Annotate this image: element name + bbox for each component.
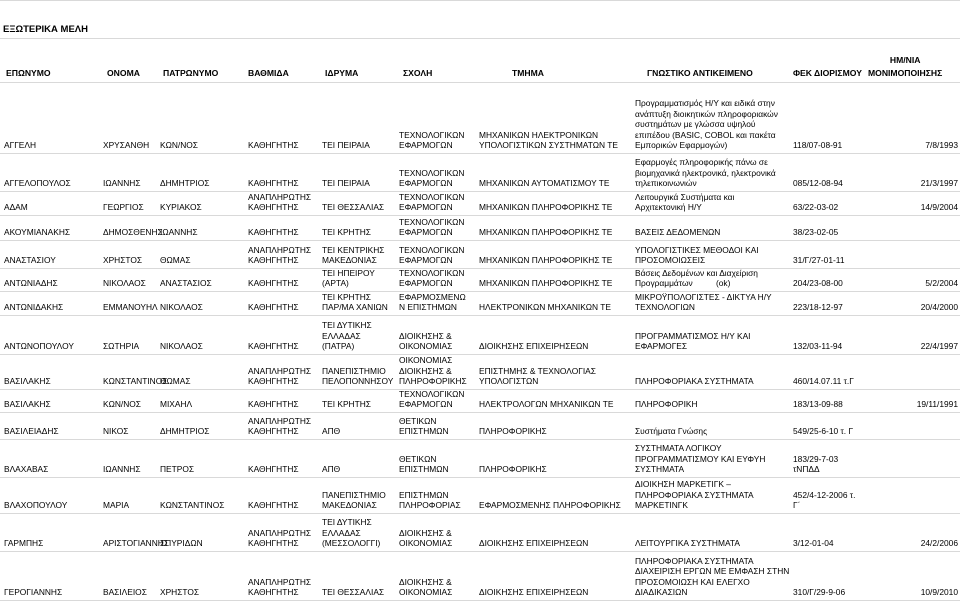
cell-school[interactable]: ΤΕΧΝΟΛΟΓΙΚΩΝ ΕΦΑΡΜΟΓΩΝ: [399, 216, 465, 238]
cell-department[interactable]: ΗΛΕΚΤΡΟΝΙΚΩΝ ΜΗΧΑΝΙΚΩΝ ΤΕ: [479, 302, 611, 313]
cell-surname[interactable]: ΑΓΓΕΛΗ: [4, 140, 37, 151]
sheet-title: ΕΞΩΤΕΡΙΚΑ ΜΕΛΗ: [3, 24, 88, 35]
cell-surname[interactable]: ΑΓΓΕΛΟΠΟΥΛΟΣ: [4, 178, 71, 189]
cell-institution[interactable]: ΑΠΘ: [322, 464, 341, 475]
cell-field[interactable]: Εφαρμογές πληροφορικής πάνω σε βιομηχανικά ηλεκτρονικά, ηλεκτρονικά τηλεπικοινωνιών: [635, 157, 776, 189]
cell-date[interactable]: 19/11/1991: [916, 399, 958, 410]
cell-department[interactable]: ΜΗΧΑΝΙΚΩΝ ΠΛΗΡΟΦΟΡΙΚΗΣ ΤΕ: [479, 227, 613, 238]
cell-rank[interactable]: ΑΝΑΠΛΗΡΩΤΗΣ ΚΑΘΗΓΗΤΗΣ: [248, 365, 312, 387]
cell-fek[interactable]: 204/23-08-00: [793, 278, 843, 289]
cell-institution[interactable]: ΠΑΝΕΠΙΣΤΗΜΙΟ ΜΑΚΕΔΟΝΙΑΣ: [322, 489, 386, 511]
cell-department[interactable]: ΜΗΧΑΝΙΚΩΝ ΠΛΗΡΟΦΟΡΙΚΗΣ ΤΕ: [479, 202, 613, 213]
cell-institution[interactable]: ΠΑΝΕΠΙΣΤΗΜΙΟ ΠΕΛΟΠΟΝΝΗΣΟΥ: [322, 365, 394, 387]
cell-date[interactable]: 14/9/2004: [920, 202, 958, 213]
cell-name[interactable]: ΜΑΡΙΑ: [103, 500, 130, 511]
cell-fek[interactable]: 085/12-08-94: [793, 178, 843, 189]
header-surname[interactable]: ΕΠΩΝΥΜΟ: [6, 68, 51, 78]
cell-department[interactable]: ΜΗΧΑΝΙΚΩΝ ΗΛΕΚΤΡΟΝΙΚΩΝ ΥΠΟΛΟΓΙΣΤΙΚΩΝ ΣΥΣΤΗΜΑΤΩΝ ΤΕ: [479, 129, 618, 151]
cell-fek[interactable]: 452/4-12-2006 τ. Γ΄: [793, 489, 856, 511]
cell-rank[interactable]: ΑΝΑΠΛΗΡΩΤΗΣ ΚΑΘΗΓΗΤΗΣ: [248, 191, 312, 213]
cell-name[interactable]: ΝΙΚΟΛΑΟΣ: [103, 278, 146, 289]
header-rank[interactable]: ΒΑΘΜΙΔΑ: [248, 68, 289, 78]
cell-fek[interactable]: 38/23-02-05: [793, 227, 839, 238]
cell-father[interactable]: ΙΩΑΝΝΗΣ: [160, 227, 198, 238]
column-header-row: [0, 46, 960, 82]
cell-surname[interactable]: ΒΛΑΧΑΒΑΣ: [4, 464, 49, 475]
cell-name[interactable]: ΚΩΝ/ΝΟΣ: [103, 399, 141, 410]
cell-rank[interactable]: ΚΑΘΗΓΗΤΗΣ: [248, 178, 299, 189]
cell-surname[interactable]: ΑΔΑΜ: [4, 202, 28, 213]
cell-fek[interactable]: 223/18-12-97: [793, 302, 843, 313]
cell-department[interactable]: ΜΗΧΑΝΙΚΩΝ ΑΥΤΟΜΑΤΙΣΜΟΥ ΤΕ: [479, 178, 610, 189]
cell-school[interactable]: ΤΕΧΝΟΛΟΓΙΚΩΝ ΕΦΑΡΜΟΓΩΝ: [399, 244, 465, 266]
cell-fek[interactable]: 460/14.07.11 τ.Γ: [793, 376, 854, 387]
cell-surname[interactable]: ΒΑΣΙΛΑΚΗΣ: [4, 376, 51, 387]
cell-institution[interactable]: ΤΕΙ ΔΥΤΙΚΗΣ ΕΛΛΑΔΑΣ (ΜΕΣΣΟΛΟΓΓΙ): [322, 517, 381, 549]
cell-date[interactable]: 22/4/1997: [920, 341, 958, 352]
cell-rank[interactable]: ΑΝΑΠΛΗΡΩΤΗΣ ΚΑΘΗΓΗΤΗΣ: [248, 415, 312, 437]
cell-father[interactable]: ΔΗΜΗΤΡΙΟΣ: [160, 426, 210, 437]
cell-surname[interactable]: ΑΝΑΣΤΑΣΙΟΥ: [4, 255, 56, 266]
cell-department[interactable]: ΕΦΑΡΜΟΣΜΕΝΗΣ ΠΛΗΡΟΦΟΡΙΚΗΣ: [479, 500, 621, 511]
cell-date[interactable]: 5/2/2004: [925, 278, 958, 289]
cell-name[interactable]: ΙΩΑΝΝΗΣ: [103, 464, 141, 475]
header-department[interactable]: ΤΜΗΜΑ: [512, 68, 544, 78]
cell-school[interactable]: ΤΕΧΝΟΛΟΓΙΚΩΝ ΕΦΑΡΜΟΓΩΝ: [399, 267, 465, 289]
cell-field[interactable]: Λειτουργικά Συστήματα και Αρχιτεκτονική Η/Υ: [635, 191, 735, 213]
cell-rank[interactable]: ΚΑΘΗΓΗΤΗΣ: [248, 140, 299, 151]
cell-field[interactable]: ΠΛΗΡΟΦΟΡΙΚΗ: [635, 399, 698, 410]
cell-father[interactable]: ΑΝΑΣΤΑΣΙΟΣ: [160, 278, 212, 289]
cell-father[interactable]: ΣΠΥΡΙΔΩΝ: [160, 538, 203, 549]
cell-father[interactable]: ΧΡΗΣΤΟΣ: [160, 587, 200, 598]
cell-field[interactable]: ΛΕΙΤΟΥΡΓΙΚΑ ΣΥΣΤΗΜΑΤΑ: [635, 538, 740, 549]
cell-rank[interactable]: ΑΝΑΠΛΗΡΩΤΗΣ ΚΑΘΗΓΗΤΗΣ: [248, 576, 312, 598]
cell-father[interactable]: ΝΙΚΟΛΑΟΣ: [160, 341, 203, 352]
header-father[interactable]: ΠΑΤΡΩΝΥΜΟ: [163, 68, 219, 78]
header-fek[interactable]: ΦΕΚ ΔΙΟΡΙΣΜΟΥ: [793, 68, 862, 78]
cell-father[interactable]: ΘΩΜΑΣ: [160, 255, 191, 266]
cell-institution[interactable]: ΤΕΙ ΔΥΤΙΚΗΣ ΕΛΛΑΔΑΣ (ΠΑΤΡΑ): [322, 320, 372, 352]
cell-fek[interactable]: 31/Γ/27-01-11: [793, 255, 845, 266]
cell-institution[interactable]: ΤΕΙ ΠΕΙΡΑΙΑ: [322, 140, 370, 151]
cell-rank[interactable]: ΚΑΘΗΓΗΤΗΣ: [248, 227, 299, 238]
cell-name[interactable]: ΧΡΗΣΤΟΣ: [103, 255, 143, 266]
cell-name[interactable]: ΝΙΚΟΣ: [103, 426, 129, 437]
cell-date[interactable]: 21/3/1997: [920, 178, 958, 189]
cell-school[interactable]: ΟΙΚΟΝΟΜΙΑΣ ΔΙΟΙΚΗΣΗΣ & ΠΛΗΡΟΦΟΡΙΚΗΣ: [399, 355, 467, 387]
cell-school[interactable]: ΤΕΧΝΟΛΟΓΙΚΩΝ ΕΦΑΡΜΟΓΩΝ: [399, 129, 465, 151]
cell-father[interactable]: ΚΥΡΙΑΚΟΣ: [160, 202, 202, 213]
cell-institution[interactable]: ΤΕΙ ΗΠΕΙΡΟΥ (ΑΡΤΑ): [322, 267, 375, 289]
cell-name[interactable]: ΕΜΜΑΝΟΥΗΛ: [103, 302, 158, 313]
cell-fek[interactable]: 549/25-6-10 τ. Γ: [793, 426, 854, 437]
cell-father[interactable]: ΝΙΚΟΛΑΟΣ: [160, 302, 203, 313]
cell-fek[interactable]: 310/Γ/29-9-06: [793, 587, 846, 598]
cell-school[interactable]: ΤΕΧΝΟΛΟΓΙΚΩΝ ΕΦΑΡΜΟΓΩΝ: [399, 388, 465, 410]
cell-department[interactable]: ΔΙΟΙΚΗΣΗΣ ΕΠΙΧΕΙΡΗΣΕΩΝ: [479, 341, 589, 352]
cell-department[interactable]: ΕΠΙΣΤΗΜΗΣ & ΤΕΧΝΟΛΟΓΙΑΣ ΥΠΟΛΟΓΙΣΤΩΝ: [479, 365, 596, 387]
cell-father[interactable]: ΠΕΤΡΟΣ: [160, 464, 195, 475]
cell-field[interactable]: ΥΠΟΛΟΓΙΣΤΙΚΕΣ ΜΕΘΟΔΟΙ ΚΑΙ ΠΡΟΣΟΜΟΙΩΣΕΙΣ: [635, 244, 759, 266]
cell-rank[interactable]: ΚΑΘΗΓΗΤΗΣ: [248, 500, 299, 511]
cell-department[interactable]: ΗΛΕΚΤΡΟΛΟΓΩΝ ΜΗΧΑΝΙΚΩΝ ΤΕ: [479, 399, 614, 410]
cell-surname[interactable]: ΒΑΣΙΛΑΚΗΣ: [4, 399, 51, 410]
cell-date[interactable]: 7/8/1993: [925, 140, 958, 151]
cell-fek[interactable]: 3/12-01-04: [793, 538, 834, 549]
cell-date[interactable]: 24/2/2006: [920, 538, 958, 549]
cell-fek[interactable]: 118/07-08-91: [793, 140, 843, 151]
cell-surname[interactable]: ΑΝΤΩΝΙΔΑΚΗΣ: [4, 302, 64, 313]
cell-surname[interactable]: ΒΑΣΙΛΕΙΑΔΗΣ: [4, 426, 59, 437]
cell-institution[interactable]: ΤΕΙ ΚΕΝΤΡΙΚΗΣ ΜΑΚΕΔΟΝΙΑΣ: [322, 244, 385, 266]
cell-institution[interactable]: ΤΕΙ ΠΕΙΡΑΙΑ: [322, 178, 370, 189]
cell-institution[interactable]: ΤΕΙ ΘΕΣΣΑΛΙΑΣ: [322, 202, 385, 213]
cell-department[interactable]: ΠΛΗΡΟΦΟΡΙΚΗΣ: [479, 464, 547, 475]
cell-date[interactable]: 10/9/2010: [920, 587, 958, 598]
cell-surname[interactable]: ΓΕΡΟΓΙΑΝΝΗΣ: [4, 587, 63, 598]
cell-rank[interactable]: ΚΑΘΗΓΗΤΗΣ: [248, 341, 299, 352]
cell-school[interactable]: ΤΕΧΝΟΛΟΓΙΚΩΝ ΕΦΑΡΜΟΓΩΝ: [399, 167, 465, 189]
cell-father[interactable]: ΜΙΧΑΗΛ: [160, 399, 193, 410]
cell-field[interactable]: ΠΛΗΡΟΦΟΡΙΑΚΑ ΣΥΣΤΗΜΑΤΑ: [635, 376, 754, 387]
cell-surname[interactable]: ΑΚΟΥΜΙΑΝΑΚΗΣ: [4, 227, 71, 238]
cell-name[interactable]: ΙΩΑΝΝΗΣ: [103, 178, 141, 189]
cell-department[interactable]: ΠΛΗΡΟΦΟΡΙΚΗΣ: [479, 426, 547, 437]
cell-rank[interactable]: ΑΝΑΠΛΗΡΩΤΗΣ ΚΑΘΗΓΗΤΗΣ: [248, 244, 312, 266]
cell-father[interactable]: ΚΩΝΣΤΑΝΤΙΝΟΣ: [160, 500, 225, 511]
cell-department[interactable]: ΔΙΟΙΚΗΣΗΣ ΕΠΙΧΕΙΡΗΣΕΩΝ: [479, 587, 589, 598]
cell-field[interactable]: ΠΡΟΓΡΑΜΜΑΤΙΣΜΟΣ Η/Υ ΚΑΙ ΕΦΑΡΜΟΓΕΣ: [635, 330, 751, 352]
cell-fek[interactable]: 183/13-09-88: [793, 399, 843, 410]
header-field[interactable]: ΓΝΩΣΤΙΚΟ ΑΝΤΙΚΕΙΜΕΝΟ: [647, 68, 753, 78]
cell-surname[interactable]: ΑΝΤΩΝΙΑΔΗΣ: [4, 278, 58, 289]
cell-rank[interactable]: ΚΑΘΗΓΗΤΗΣ: [248, 302, 299, 313]
cell-name[interactable]: ΑΡΙΣΤΟΓΙΑΝΝΗΣ: [103, 538, 170, 549]
cell-institution[interactable]: ΤΕΙ ΚΡΗΤΗΣ: [322, 227, 371, 238]
header-date[interactable]: ΗΜ/ΝΙΑ ΜΟΝΙΜΟΠΟΙΗΣΗΣ: [868, 55, 943, 78]
cell-school[interactable]: ΕΦΑΡΜΟΣΜΕΝΩ Ν ΕΠΙΣΤΗΜΩΝ: [399, 291, 466, 313]
cell-fek[interactable]: 63/22-03-02: [793, 202, 839, 213]
cell-surname[interactable]: ΓΑΡΜΠΗΣ: [4, 538, 44, 549]
cell-name[interactable]: ΓΕΩΡΓΙΟΣ: [103, 202, 144, 213]
cell-name[interactable]: ΔΗΜΟΣΘΕΝΗΣ: [103, 227, 163, 238]
cell-school[interactable]: ΤΕΧΝΟΛΟΓΙΚΩΝ ΕΦΑΡΜΟΓΩΝ: [399, 191, 465, 213]
cell-surname[interactable]: ΒΛΑΧΟΠΟΥΛΟΥ: [4, 500, 68, 511]
cell-field[interactable]: ΜΙΚΡΟΫΠΟΛΟΓΙΣΤΕΣ - ΔΙΚΤΥΑ Η/Υ ΤΕΧΝΟΛΟΓΙΩΝ: [635, 291, 772, 313]
cell-field[interactable]: Προγραμματισμός Η/Υ και ειδικά στην ανάπτυξη διοικητικών πληροφοριακών συστημάτων με γλώσσα υψηλού επιπέδου (BASIC, COBOL και πακέτα Εμπορικών Εφαρμογών): [635, 98, 778, 151]
cell-department[interactable]: ΔΙΟΙΚΗΣΗΣ ΕΠΙΧΕΙΡΗΣΕΩΝ: [479, 538, 589, 549]
cell-school[interactable]: ΕΠΙΣΤΗΜΩΝ ΠΛΗΡΟΦΟΡΙΑΣ: [399, 489, 461, 511]
cell-field[interactable]: Βάσεις Δεδομένων και Διαχείριση Προγραμμάτων (ok): [635, 267, 758, 289]
cell-rank[interactable]: ΚΑΘΗΓΗΤΗΣ: [248, 278, 299, 289]
cell-field[interactable]: ΔΙΟΙΚΗΣΗ ΜΑΡΚΕΤΙΓΚ – ΠΛΗΡΟΦΟΡΙΑΚΑ ΣΥΣΤΗΜΑΤΑ ΜΑΡΚΕΤΙΝΓΚ: [635, 479, 754, 511]
cell-father[interactable]: ΚΩΝ/ΝΟΣ: [160, 140, 198, 151]
cell-rank[interactable]: ΑΝΑΠΛΗΡΩΤΗΣ ΚΑΘΗΓΗΤΗΣ: [248, 527, 312, 549]
cell-name[interactable]: ΣΩΤΗΡΙΑ: [103, 341, 140, 352]
cell-father[interactable]: ΘΩΜΑΣ: [160, 376, 191, 387]
cell-name[interactable]: ΚΩΝΣΤΑΝΤΙΝΟΣ: [103, 376, 168, 387]
cell-school[interactable]: ΔΙΟΙΚΗΣΗΣ & ΟΙΚΟΝΟΜΙΑΣ: [399, 576, 453, 598]
cell-field[interactable]: ΒΑΣΕΙΣ ΔΕΔΟΜΕΝΩΝ: [635, 227, 721, 238]
cell-school[interactable]: ΔΙΟΙΚΗΣΗΣ & ΟΙΚΟΝΟΜΙΑΣ: [399, 527, 453, 549]
cell-school[interactable]: ΔΙΟΙΚΗΣΗΣ & ΟΙΚΟΝΟΜΙΑΣ: [399, 330, 453, 352]
cell-institution[interactable]: ΑΠΘ: [322, 426, 341, 437]
cell-institution[interactable]: ΤΕΙ ΘΕΣΣΑΛΙΑΣ: [322, 587, 385, 598]
cell-date[interactable]: 20/4/2000: [920, 302, 958, 313]
header-name[interactable]: ΟΝΟΜΑ: [107, 68, 140, 78]
cell-fek[interactable]: 132/03-11-94: [793, 341, 843, 352]
cell-father[interactable]: ΔΗΜΗΤΡΙΟΣ: [160, 178, 210, 189]
cell-school[interactable]: ΘΕΤΙΚΩΝ ΕΠΙΣΤΗΜΩΝ: [399, 415, 449, 437]
cell-rank[interactable]: ΚΑΘΗΓΗΤΗΣ: [248, 464, 299, 475]
cell-rank[interactable]: ΚΑΘΗΓΗΤΗΣ: [248, 399, 299, 410]
cell-department[interactable]: ΜΗΧΑΝΙΚΩΝ ΠΛΗΡΟΦΟΡΙΚΗΣ ΤΕ: [479, 278, 613, 289]
cell-field[interactable]: ΣΥΣΤΗΜΑΤΑ ΛΟΓΙΚΟΥ ΠΡΟΓΡΑΜΜΑΤΙΣΜΟΥ ΚΑΙ ΕΥΦΥΗ ΣΥΣΤΗΜΑΤΑ: [635, 443, 766, 475]
cell-institution[interactable]: ΤΕΙ ΚΡΗΤΗΣ ΠΑΡ/ΜΑ ΧΑΝΙΩΝ: [322, 291, 388, 313]
cell-field[interactable]: ΠΛΗΡΟΦΟΡΙΑΚΑ ΣΥΣΤΗΜΑΤΑ ΔΙΑΧΕΙΡΙΣΗ ΕΡΓΩΝ ΜΕ ΕΜΦΑΣΗ ΣΤΗΝ ΠΡΟΣΟΜΟΙΩΣΗ ΚΑΙ ΕΛΕΓΧΟ ΔΙΑΔΙΚΑΣΙΩΝ: [635, 555, 790, 598]
cell-department[interactable]: ΜΗΧΑΝΙΚΩΝ ΠΛΗΡΟΦΟΡΙΚΗΣ ΤΕ: [479, 255, 613, 266]
cell-institution[interactable]: ΤΕΙ ΚΡΗΤΗΣ: [322, 399, 371, 410]
header-school[interactable]: ΣΧΟΛΗ: [403, 68, 433, 78]
cell-surname[interactable]: ΑΝΤΩΝΟΠΟΥΛΟΥ: [4, 341, 74, 352]
cell-name[interactable]: ΧΡΥΣΑΝΘΗ: [103, 140, 150, 151]
cell-field[interactable]: Συστήματα Γνώσης: [635, 426, 708, 437]
cell-fek[interactable]: 183/29-7-03 τΝΠΔΔ: [793, 453, 839, 475]
cell-school[interactable]: ΘΕΤΙΚΩΝ ΕΠΙΣΤΗΜΩΝ: [399, 453, 449, 475]
cell-name[interactable]: ΒΑΣΙΛΕΙΟΣ: [103, 587, 147, 598]
header-institution[interactable]: ΙΔΡΥΜΑ: [325, 68, 359, 78]
